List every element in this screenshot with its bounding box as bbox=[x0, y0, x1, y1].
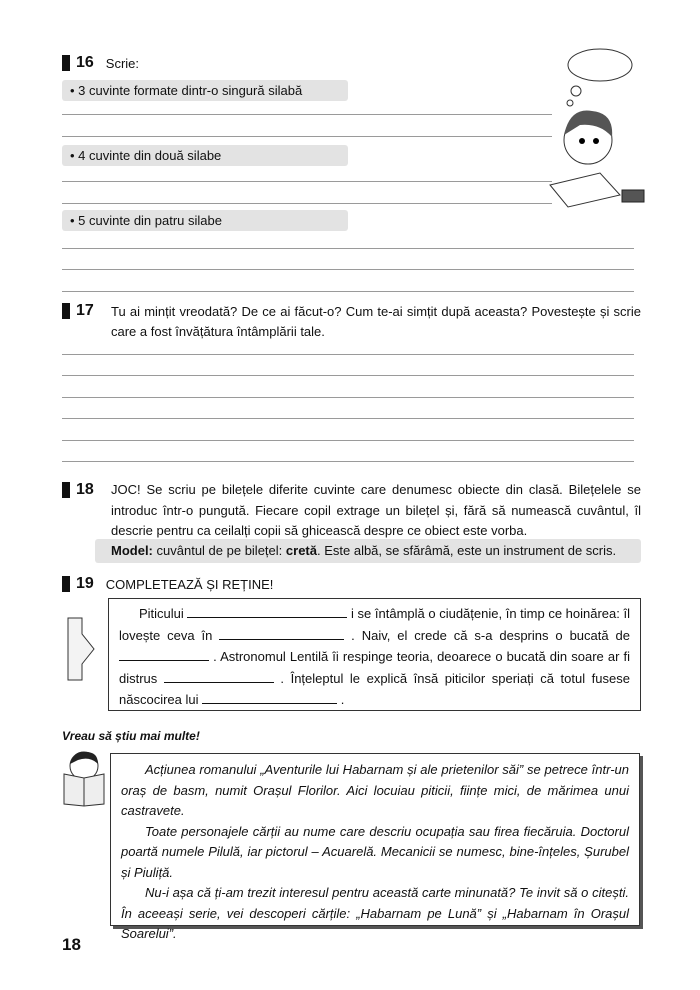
blank-field[interactable] bbox=[164, 670, 274, 683]
fill-in-box: Piticului i se întâmplă o ciudățenie, în timp ce hoinărea: îl lovește ceva în . Naiv, el crede că s-a desprins o bucată de . Astronomul Lentilă îi respinge teoria, deoarece o bucată din soare ar fi distrus . Înțeleptul le explică însă piticilor speriați că totul fusese născocirea lui . bbox=[108, 598, 641, 711]
writing-line[interactable] bbox=[62, 269, 634, 270]
info-paragraph: Nu-i așa că ți-am trezit interesul pentru această carte minunată? Te invit să o citești. În aceeași serie, vei descoperi cărțile: „Habarnam pe Lună” și „Habarnam în Orașul Soarelui”. bbox=[121, 885, 629, 941]
more-title: Vreau să știu mai multe! bbox=[62, 729, 200, 743]
blank-field[interactable] bbox=[119, 648, 209, 661]
exercise-17-number: 17 bbox=[62, 302, 94, 320]
writing-line[interactable] bbox=[62, 248, 634, 249]
writing-line[interactable] bbox=[62, 375, 634, 376]
exercise-16-number: 16 Scrie: bbox=[62, 54, 139, 72]
task-bullet: • 5 cuvinte din patru silabe bbox=[62, 210, 348, 231]
info-box bbox=[110, 753, 640, 941]
page-number: 18 bbox=[62, 935, 81, 954]
writing-line[interactable] bbox=[62, 418, 634, 419]
arrow-icon bbox=[66, 616, 98, 682]
writing-line[interactable] bbox=[62, 114, 552, 115]
reading-child-illustration bbox=[60, 748, 110, 808]
exercise-19-number: 19 COMPLETEAZĂ ȘI REȚINE! bbox=[62, 575, 273, 593]
blank-field[interactable] bbox=[219, 627, 344, 640]
exercise-16-title: Scrie: bbox=[105, 55, 140, 71]
task-bullet: • 4 cuvinte din două silabe bbox=[62, 145, 348, 166]
writing-line[interactable] bbox=[62, 181, 552, 182]
exercise-18-text: JOC! Se scriu pe bilețele diferite cuvinte care denumesc obiecte din clasă. Bilețelele se introduc într-o pungută. Fiecare copil extrage un bilețel și, fără să numească cuvântul, îl descrie pentru ca ceilalți copii să ghicească despre ce obiect este vorba. bbox=[111, 482, 641, 538]
blank-field[interactable] bbox=[202, 691, 337, 704]
exercise-19-title: COMPLETEAZĂ ȘI REȚINE! bbox=[105, 576, 274, 592]
writing-line[interactable] bbox=[62, 136, 552, 137]
writing-line[interactable] bbox=[62, 440, 634, 441]
thinking-boy-illustration bbox=[540, 45, 650, 215]
task-bullet: • 3 cuvinte formate dintr-o singură silabă bbox=[62, 80, 348, 101]
exercise-17-text: Tu ai mințit vreodată? De ce ai făcut-o? Cum te-ai simțit după aceasta? Povestește și scrie care a fost învățătura întâmplării tale. bbox=[111, 304, 641, 339]
writing-line[interactable] bbox=[62, 203, 552, 204]
writing-line[interactable] bbox=[62, 291, 634, 292]
exercise-18-number: 18 bbox=[62, 481, 94, 499]
info-paragraph: Acțiunea romanului „Aventurile lui Habarnam și ale prietenilor săi” se petrece într-un oraș de basm, numit Orașul Florilor. Aici locuiau piticii, ființe mici, de mărimea unui castravete. bbox=[121, 762, 629, 818]
info-paragraph: Toate personajele cărții au nume care descriu ocupația sau firea fiecăruia. Doctorul poartă numele Pilulă, iar pictorul – Acuarelă. Mecanicii se numesc, bine-înțeles, Șurubel și Piuliță. bbox=[121, 823, 629, 880]
writing-line[interactable] bbox=[62, 354, 634, 355]
writing-line[interactable] bbox=[62, 461, 634, 462]
blank-field[interactable] bbox=[187, 605, 347, 618]
writing-line[interactable] bbox=[62, 397, 634, 398]
model-box: Model: cuvântul de pe bilețel: cretă. Este albă, se sfărâmă, este un instrument de scris. bbox=[95, 539, 641, 563]
